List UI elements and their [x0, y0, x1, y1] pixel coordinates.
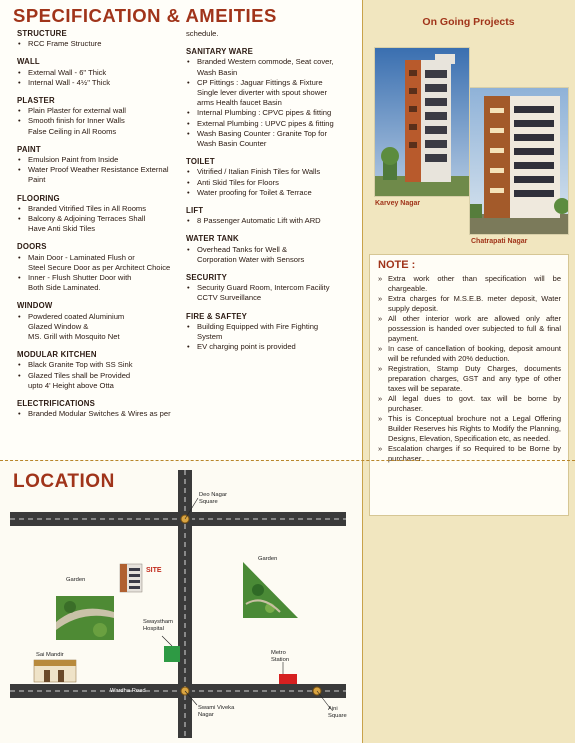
- spec-item: • Main Door - Laminated Flush or Steel Secure Door as per Architect Choice: [17, 253, 187, 273]
- spec-item: • Internal Wall - 4½" Thick: [17, 78, 187, 88]
- section-items: [17, 409, 187, 419]
- section-title: DOORS: [17, 242, 47, 252]
- section-title: WALL: [17, 57, 40, 67]
- project-image-karvey-nagar: [374, 47, 470, 197]
- spec-item: • RCC Frame Structure: [17, 39, 187, 49]
- ajni-label: Ajni Square: [328, 706, 347, 719]
- note-item: » All other interior work are allowed only after possession is handed over subjected to full & final payment.: [378, 314, 561, 343]
- swami-vivek-label: Swami Viveka Nagar: [198, 705, 235, 718]
- section-items: [186, 57, 358, 149]
- spec-item: • Overhead Tanks for Well & Corporation Water with Sensors: [186, 245, 358, 265]
- continuation-text: schedule.: [186, 29, 219, 38]
- section-title: STRUCTURE: [17, 29, 67, 38]
- section-title: PAINT: [17, 144, 41, 154]
- spec-item: • Internal Plumbing : CPVC pipes & fitting: [186, 108, 358, 118]
- section-title: PLASTER: [17, 96, 55, 106]
- spec-item: • Water proofing for Toilet & Terrace: [186, 188, 358, 198]
- garden-left-label: Garden: [66, 577, 86, 583]
- spec-item: • External Plumbing : UPVC pipes & fitting: [186, 119, 358, 129]
- section-items: [186, 322, 358, 353]
- spec-item: • CP Fittings : Jaguar Fittings & Fixture Single lever diverter with spout shower arms Health faucet Basin: [186, 78, 358, 109]
- spec-item: • Smooth finish for Inner Walls False Ceiling in All Rooms: [17, 116, 187, 136]
- sai-mandir-label: Sai Mandir: [36, 652, 64, 658]
- metro-label: Metro Station: [271, 650, 290, 663]
- spec-column-right: [186, 29, 358, 352]
- note-item: » Registration, Stamp Duty Charges, documents preparation charges, GST and any type of other taxes will be separate.: [378, 364, 561, 393]
- spec-item: • Security Guard Room, Intercom Facility CCTV Surveillance: [186, 283, 358, 303]
- site-building: [120, 564, 142, 592]
- spec-item: • Anti Skid Tiles for Floors: [186, 178, 358, 188]
- section-items: [186, 216, 358, 226]
- spec-item: • EV charging point is provided: [186, 342, 358, 352]
- spec-item: • Glazed Tiles shall be Provided upto 4' Height above Otta: [17, 371, 187, 391]
- note-item: » Escalation charges if so Required to be Borne by purchaser.: [378, 444, 561, 463]
- spec-item: • Branded Modular Switches & Wires as per: [17, 409, 187, 419]
- spec-item: • Building Equipped with Fire Fighting System: [186, 322, 358, 342]
- section-divider: [0, 460, 575, 461]
- hospital-label: Swaystham Hospital: [143, 619, 173, 632]
- wardha-road-label: Wardha Road: [110, 688, 146, 694]
- section-items: [17, 360, 187, 391]
- section-title: SANITARY WARE: [186, 47, 253, 57]
- garden-right-label: Garden: [258, 556, 278, 562]
- spec-item: • Black Granite Top with SS Sink: [17, 360, 187, 370]
- project-image-chatrapati-nagar: [469, 87, 569, 235]
- section-items: [17, 106, 187, 137]
- spec-item: • External Wall - 6" Thick: [17, 68, 187, 78]
- sai-mandir-image: [34, 660, 76, 682]
- section-items: [186, 167, 358, 198]
- note-box: [369, 254, 569, 516]
- section-items: [186, 283, 358, 303]
- project-label: Karvey Nagar: [375, 200, 421, 207]
- section-title: SECURITY: [186, 273, 228, 283]
- note-title: NOTE :: [378, 259, 416, 271]
- project-label: Chatrapati Nagar: [471, 238, 528, 245]
- section-items: [186, 245, 358, 265]
- spec-item: • Branded Vitrified Tiles in All Rooms: [17, 204, 187, 214]
- section-items: [17, 253, 187, 294]
- garden-right-image: [243, 562, 298, 618]
- spec-item: • Vitrified / Italian Finish Tiles for Walls: [186, 167, 358, 177]
- spec-item: • Inner - Flush Shutter Door with Both Side Laminated.: [17, 273, 187, 293]
- spec-item: • Wash Basing Counter : Granite Top for Wash Basin Counter: [186, 129, 358, 149]
- section-title: WATER TANK: [186, 234, 239, 244]
- spec-item: • Emulsion Paint from Inside: [17, 155, 187, 165]
- section-title: LIFT: [186, 206, 204, 216]
- note-item: » In case of cancellation of booking, deposit amount will be refunded with 20% deduction.: [378, 344, 561, 363]
- spec-item: • Powdered coated Aluminium Glazed Window & MS. Grill with Mosquito Net: [17, 312, 187, 343]
- spec-item: • 8 Passenger Automatic Lift with ARD: [186, 216, 358, 226]
- note-item: » This is Conceptual brochure not a Legal Offering Builder Reserves his Rights to Modify the Planning, Designs, Elevation, Specification etc, as needed.: [378, 414, 561, 443]
- spec-item: • Balcony & Adjoining Terraces Shall Have Anti Skid Tiles: [17, 214, 187, 234]
- panel-divider: [362, 0, 363, 743]
- ongoing-title: On Going Projects: [422, 16, 515, 28]
- section-items: [17, 155, 187, 186]
- section-title: MODULAR KITCHEN: [17, 350, 97, 360]
- spec-item: • Branded Western commode, Seat cover, Wash Basin: [186, 57, 358, 77]
- section-title: TOILET: [186, 157, 215, 167]
- section-items: [17, 312, 187, 343]
- spec-item: • Water Proof Weather Resistance External Paint: [17, 165, 187, 185]
- site-label: SITE: [146, 567, 162, 574]
- note-list: [378, 274, 561, 463]
- deo-nagar-label: Deo Nagar Square: [199, 492, 228, 505]
- section-title: WINDOW: [17, 301, 53, 311]
- hospital-marker: [164, 646, 180, 662]
- section-title: FIRE & SAFTEY: [186, 311, 248, 321]
- garden-left-image: [56, 596, 114, 640]
- section-title: FLOORING: [17, 193, 60, 203]
- spec-item: • Plain Plaster for external wall: [17, 106, 187, 116]
- spec-column-left: [17, 29, 187, 420]
- location-map: [0, 462, 362, 743]
- section-items: [17, 39, 187, 49]
- note-item: » All legal dues to govt. tax will be borne by purchaser.: [378, 394, 561, 413]
- location-heading: LOCATION: [13, 471, 115, 492]
- spec-heading: SPECIFICATION & AMEITIES: [13, 5, 277, 26]
- section-items: [17, 68, 187, 88]
- metro-marker: [279, 674, 297, 684]
- note-item: » Extra charges for M.S.E.B. meter deposit, Water supply deposit.: [378, 294, 561, 313]
- note-item: » Extra work other than specification will be chargeable.: [378, 274, 561, 293]
- map-graphic: [0, 462, 362, 743]
- section-items: [17, 204, 187, 235]
- section-title: ELECTRIFICATIONS: [17, 399, 95, 409]
